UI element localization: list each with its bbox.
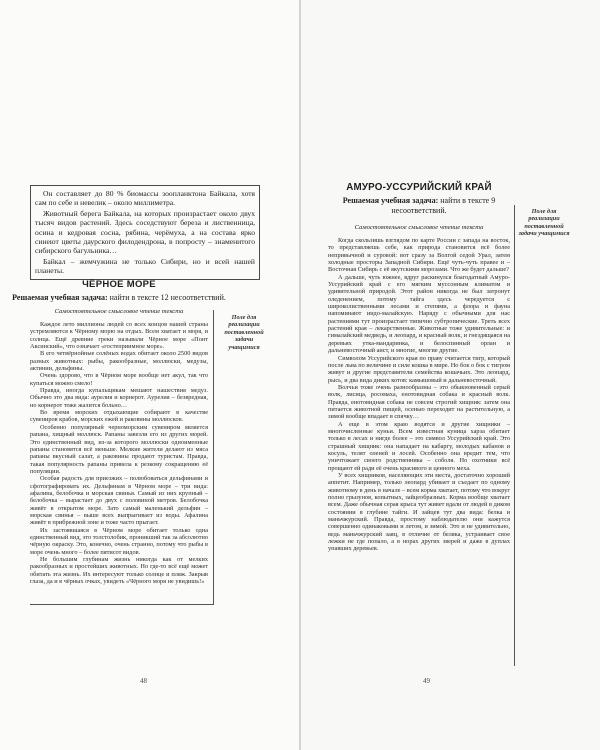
article-body: [328, 237, 510, 553]
left-page-number: 48: [140, 677, 147, 685]
task-text: найти в тексте 9 несоответствий.: [391, 196, 496, 215]
task-statement: [328, 196, 510, 216]
body-paragraph: У всех хищников, населяющих эти места, достаточно хороший аппетит. Например, только леопард убивает и съедает по одному животному в день в начале – всем корма хватает, потому что вокруг полно грызунов, копытных, зайцеобразных. Корма вообще хватает всем. Даже обычная серая крыса тут живет вдали от людей в диком состоянии в глубине тайги. И зайцев тут два вида: белка и маньчжурский. Правда, простому наблюдателю они кажутся совершенно одинаковыми и летом, и зимой. Это и не удивительно, ведь маньчжурский заяц, в отличие от беляка, устраивает свое лежки не где попало, а в норах других зверей и даже в дуплах упавших деревьев.: [328, 472, 510, 553]
reading-subtitle: Самостоятельное смысловое чтение текста: [54, 308, 184, 315]
intro-paragraph: Животный берега Байкала, на которых произрастает около двух тысяч видов растений. Здесь соседствуют береза и лиственница, осина и кедровая сосна, рябина, черёмуха, а на состава ярко синеют цветы даурского филодендрона, в попросту – знаменитого сибирского багульника…: [35, 208, 255, 256]
body-paragraph: В его четвёрнойные солёных водах обитает около 2500 видов разных животных: рыбы, ракообразные, моллюски, медузы, актинии, дельфины.: [30, 350, 208, 373]
article-body: [30, 321, 208, 585]
left-article: [12, 279, 226, 586]
body-paragraph: Очень здорово, что в Чёрном море вообще нет акул, так что купаться можно смело!: [30, 372, 208, 387]
article-title: ЧЁРНОЕ МОРЕ: [82, 279, 156, 290]
task-label: Решаемая учебная задача:: [12, 293, 108, 302]
body-paragraph: Их застоявшаяся в Чёрном море обитает только одна единственный вид, это толстолобик, проникший так за абсолютно чёрную окраску. Это, конечно, очень странно, потому что рыбы в море очень много – более пятисот видов.: [30, 526, 208, 556]
body-paragraph: Когда скользишь взглядом по карте России с запада на восток, то представляешь себе, как природа становится всё более непривычной и суровой: вот сразу за Волгой седой Урал, затем холодные просторы Западной Сибири. Ещё чуть-чуть правее и – Восточная Сибирь с её якутскими морозами. Что же будет дальше?: [328, 237, 510, 274]
body-paragraph: А дальше, чуть южнее, вдруг раскинулся благодатный Амуро-Уссурийский край с его мягким муссонным климатом и удивительной природой. Этот район никогда не был затронут оледенением, потому тайга здесь чередуется с широколиственными лесами и степями, а флора и фауна напоминают индо-малайскую. Наряду с обычными для нас растениями тут произрастает типично субтропические. Треть всех растений края – лекарственные. Животные тоже удивительные: и гималайский медведь, и леопард, и красный волк, и гнездящаяся на деревьях утка-мандаринка, и белоспинный орлан и дальневосточный аист, и многие, многие другие.: [328, 273, 510, 355]
right-article: [328, 182, 510, 553]
task-text: найти в тексте 12 несоответствий.: [109, 293, 226, 302]
body-paragraph: Волчьи тоже очень разнообразны – это обыкновенный серый волк, лисица, росомаха, енотовидная собака и красный волк. Правда, енотовидная собака не совсем строгий хищник: затем она питается животной пищей, осенью переходит на растительную, а зимой вообще впадает в спячку…: [328, 383, 510, 421]
task-label: Решаемая учебная задача:: [342, 196, 439, 205]
right-field-divider: [514, 205, 515, 666]
book-gutter: [299, 0, 301, 750]
intro-paragraph: Он составляет до 80 % биомассы зоопланктона Байкала, хотя сам по себе и невелик – около миллиметра.: [35, 189, 255, 208]
right-task-field-note: Поле для реализации поставленной задачи учащимися: [518, 208, 570, 238]
intro-paragraph: Байкал – жемчужина не только Сибири, но и всей нашей планеты.: [35, 256, 255, 276]
body-paragraph: Особая радость для приезжих – полюбоваться дельфинами и сфотографировать их. Дельфинам в Чёрном море – три вида: афалина, белобочка и морская свинья. Самый из них крупный – белобочка – вырастает до двух с половиной метров. Белобочка живёт в открытом море. Зато самый маленький дельфин – морская свинья – выше всех выпрыгивает из воды. Афалина живёт в прибрежной зоне и тоже часто прыгает.: [30, 475, 208, 527]
body-paragraph: Каждое лето миллионы людей со всех концов нашей страны устремляются к Чёрному морю на отдых. Всем хватает и моря, и солнца. Ещё древние греки называли Чёрное море «Понт Аксинский», что означает «гостеприимное море».: [30, 321, 208, 351]
article-title: АМУРО-УССУРИЙСКИЙ КРАЙ: [346, 182, 492, 193]
body-paragraph: Особенно популярный черноморским сувениром является рапана, хищный моллюск. Рапаны завезли его из других морей. Это единственный вид, из-за которого моллюски одноименные рапаны становятся всё меньше. Мелкие жители делают из мяса рапаны вкусный салат, а раковины продают туристам. Правда, такая популярность рапаны привела к резкому сокращению её популяции.: [30, 423, 208, 475]
body-paragraph: А еще в этом краю водятся и другие хищники – многочисленные куньи. Всем известная куница харза обитает только в лесах и нигде более – это символ Уссурийский край. Это страшный хищник: она нападает на кабаргу, молодых кабанов и косуль, телят оленей и лосей. Особенно она вредит тем, что уничтожает своего родственника – соболя. Но охотники всё прощают ей ради её очень красивого и ценного меха.: [328, 420, 510, 472]
body-paragraph: Правда, иногда купальщикам мешают нашествия медуз. Обычно это два вида: аурелия и корнерот. Аурелия – безвредная, но корнерот тоже жалится больно…: [30, 387, 208, 409]
right-page-number: 49: [423, 677, 430, 685]
left-field-divider: [213, 310, 214, 605]
body-paragraph: Во время морских отдыхающие собирают в качестве сувениров крабов, морских ежей и раковины моллюсков.: [30, 409, 208, 424]
body-paragraph: Не большим глубинам жизнь никогда как от мелких ракообразных и простейших животных. Но где-то всё ещё может обитать эта жизнь. Их интересуют только солнце и пляж. Закрыв глаза, да и в чёрных очках, увидеть «Чёрного моря не увидишь!»: [30, 556, 208, 586]
reading-subtitle: Самостоятельное смысловое чтение текста: [354, 224, 484, 231]
task-statement: [4, 293, 234, 303]
left-intro-block: [30, 185, 260, 280]
left-bottom-rule: [30, 604, 213, 605]
left-task-field-note: Поле для реализации поставленной задачи учащимися: [224, 314, 264, 351]
body-paragraph: Символом Уссурийского края по праву считается тигр, который после льва по величине и силе кошка в мире. Но бок о бок с тигром живут и другие представители семейства кошачьих. Это леопард, рысь, и два вида диких котов: камышовый и дальневосточный.: [328, 354, 510, 384]
